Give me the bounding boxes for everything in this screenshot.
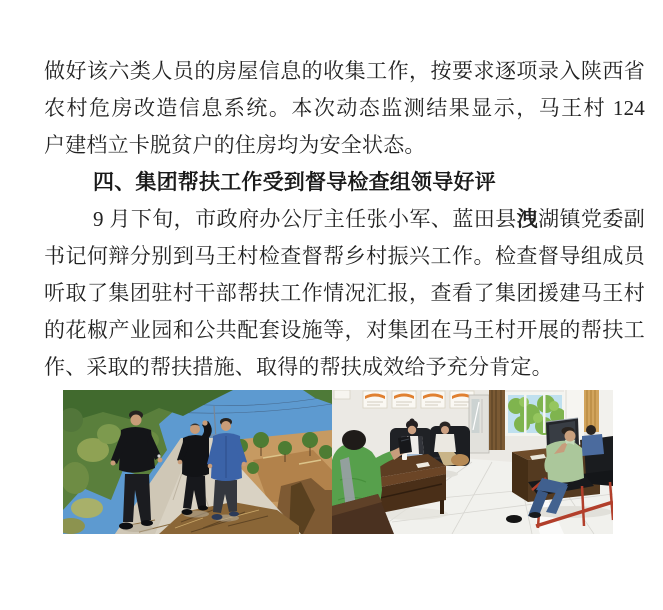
photo-row: [63, 390, 613, 534]
paragraph-1-line-2: 农村危房改造信息系统。本次动态监测结果显示，马王村 124: [44, 96, 645, 120]
paragraph-2-line-1-pre: 9 月下旬，市政府办公厅主任张小军、蓝田县: [93, 207, 517, 231]
paragraph-2-line-1: [44, 201, 645, 238]
photo-field-inspection: [63, 390, 332, 534]
paragraph-2-line-1-post: 湖镇党委副: [538, 207, 645, 231]
paragraph-2-line-5: 作、采取的帮扶措施、取得的帮扶成效给予充分肯定。: [44, 355, 553, 379]
paragraph-1-line-1: 做好该六类人员的房屋信息的收集工作，按要求逐项录入陕西省: [44, 59, 645, 83]
emphasized-char: 洩: [516, 208, 539, 231]
paragraph-2-line-3: 听取了集团驻村干部帮扶工作情况汇报，查看了集团援建马王村: [44, 281, 645, 305]
paragraph-2-line-2: 书记何辩分别到马王村检查督帮乡村振兴工作。检查督导组成员: [44, 244, 645, 268]
body-text: [44, 53, 645, 386]
paragraph-1-line-3: 户建档立卡脱贫户的住房均为安全状态。: [44, 133, 426, 157]
photo-office-meeting: [332, 390, 613, 534]
section-heading: 四、集团帮扶工作受到督导检查组领导好评: [93, 171, 496, 194]
paragraph-2-line-4: 的花椒产业园和公共配套设施等，对集团在马王村开展的帮扶工: [44, 318, 645, 342]
